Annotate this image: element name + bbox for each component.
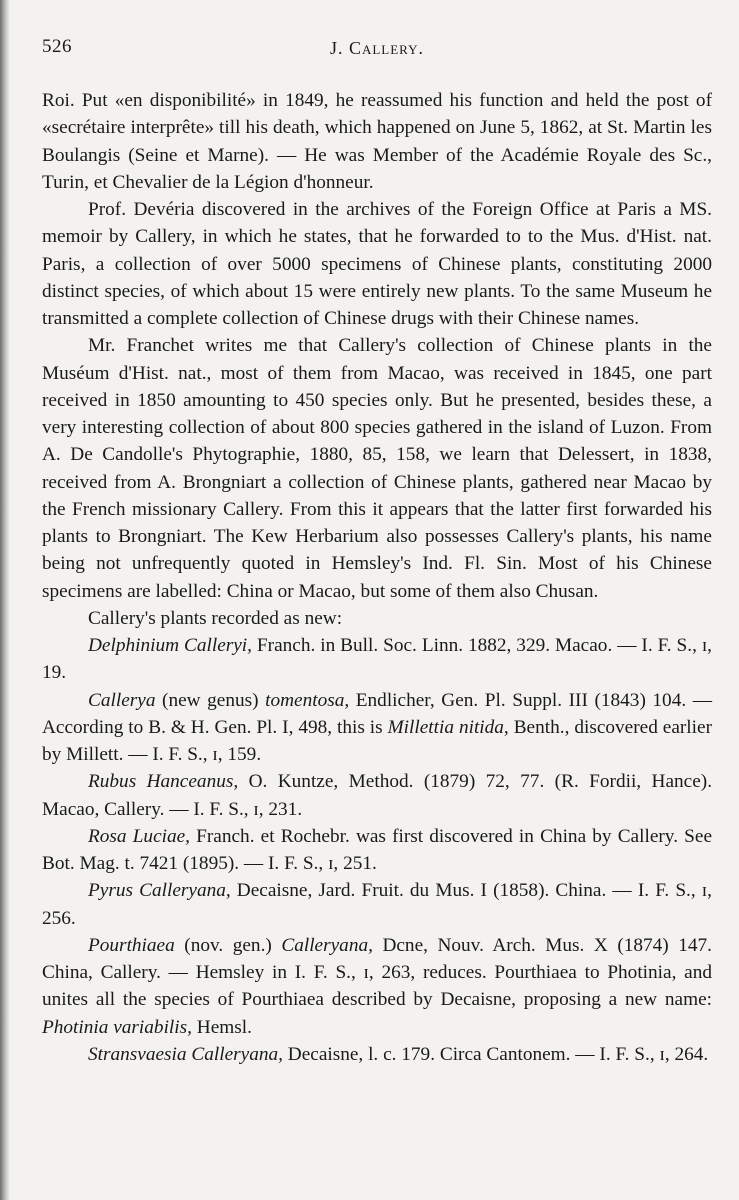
species-entry-pyrus	[42, 877, 712, 932]
species-synonym: Photinia variabilis,	[42, 1016, 192, 1038]
species-citation: Decaisne, Jard. Fruit. du Mus. I (1858). China. — I. F. S., ɪ, 256.	[42, 880, 712, 929]
species-name: Rosa Luciae,	[88, 825, 191, 847]
page-edge-shadow	[0, 0, 10, 1200]
species-citation: Benth., discovered earlier by Millett. — I. F. S., ɪ, 159.	[42, 716, 713, 765]
species-entry-delphinium	[42, 632, 712, 687]
species-citation: Franch. in Bull. Soc. Linn. 1882, 329. Macao. — I. F. S., ɪ, 19.	[42, 635, 712, 684]
species-citation: (nov. gen.)	[174, 934, 282, 956]
body-text	[42, 87, 712, 1068]
species-name: Stransvaesia Calleryana,	[88, 1043, 283, 1065]
paragraph-deveria: Prof. Devéria discovered in the archives of the Foreign Office at Paris a MS. memoir by Callery, in which he states, that he forwarded to to the Mus. d'Hist. nat. Paris, a collection of over 5000 specimens of Chinese plants, constituting 2000 distinct species, of which about 15 were entirely new plants. To the same Museum he transmitted a complete collection of Chinese drugs with their Chinese names.	[42, 199, 712, 329]
page-number: 526	[42, 36, 72, 57]
species-epithet: tomentosa,	[265, 689, 350, 711]
species-citation: Franch. et Rochebr. was first discovered in China by Callery. See Bot. Mag. t. 7421 (1895). — I. F. S., ɪ, 251.	[42, 825, 712, 874]
species-synonym: Millettia nitida,	[387, 716, 509, 738]
species-epithet: Calleryana,	[281, 934, 373, 956]
species-entry-pourthiaea	[42, 932, 712, 1041]
species-entry-callerya	[42, 687, 712, 769]
species-citation: O. Kuntze, Method. (1879) 72, 77. (R. Fordii, Hance). Macao, Callery. — I. F. S., ɪ, 231.	[42, 771, 713, 820]
paragraph-new-plants-intro: Callery's plants recorded as new:	[88, 607, 343, 629]
species-citation: Endlicher, Gen. Pl. Suppl. III (1843) 104. — According to B. & H. Gen. Pl. I, 498, this is	[42, 689, 712, 738]
species-entry-stransvaesia	[42, 1041, 712, 1068]
species-name: Pourthiaea	[88, 934, 175, 956]
species-citation: Decaisne, l. c. 179. Circa Cantonem. — I. F. S., ɪ, 264.	[282, 1043, 709, 1065]
paragraph-franchet: Mr. Franchet writes me that Callery's collection of Chinese plants in the Muséum d'Hist. nat., most of them from Macao, was received in 1845, one part received in 1850 amounting to 450 species only. But he presented, besides these, a very interesting collection of about 800 species gathered in the island of Luzon. From A. De Candolle's Phytographie, 1880, 85, 158, we learn that Delessert, in 1838, received from A. Brongniart a collection of Chinese plants, gathered near Macao by the French missionary Callery. From this it appears that the latter first forwarded his plants to Brongniart. The Kew Herbarium also possesses Callery's plants, his name being not unfrequently quoted in Hemsley's Ind. Fl. Sin. Most of his Chinese specimens are labelled: China or Macao, but some of them also Chusan.	[42, 335, 712, 602]
paragraph-continuation: Roi. Put «en disponibilité» in 1849, he reassumed his function and held the post of «secrétaire interprête» till his death, which happened on June 5, 1862, at St. Martin les Boulangis (Seine et Marne). — He was Member of the Académie Royale des Sc., Turin, et Chevalier de la Légion d'honneur.	[42, 90, 712, 193]
species-name: Callerya	[88, 689, 156, 711]
species-citation: (new genus)	[155, 689, 266, 711]
species-citation: Hemsl.	[191, 1016, 252, 1038]
running-head: J. Callery.	[329, 38, 425, 58]
species-name: Pyrus Calleryana,	[88, 880, 231, 902]
page-header	[42, 36, 712, 66]
species-name: Delphinium Calleryi,	[88, 635, 252, 656]
species-entry-rubus	[42, 768, 712, 823]
species-entry-rosa	[42, 823, 712, 878]
species-citation: Dcne, Nouv. Arch. Mus. X (1874) 147. China, Callery. — Hemsley in I. F. S., ɪ, 263, reduces. Pourthiaea to Photinia, and unites all the species of Pourthiaea described by Decaisne, proposing a new name:	[42, 934, 713, 1011]
species-name: Rubus Hanceanus,	[88, 771, 239, 793]
